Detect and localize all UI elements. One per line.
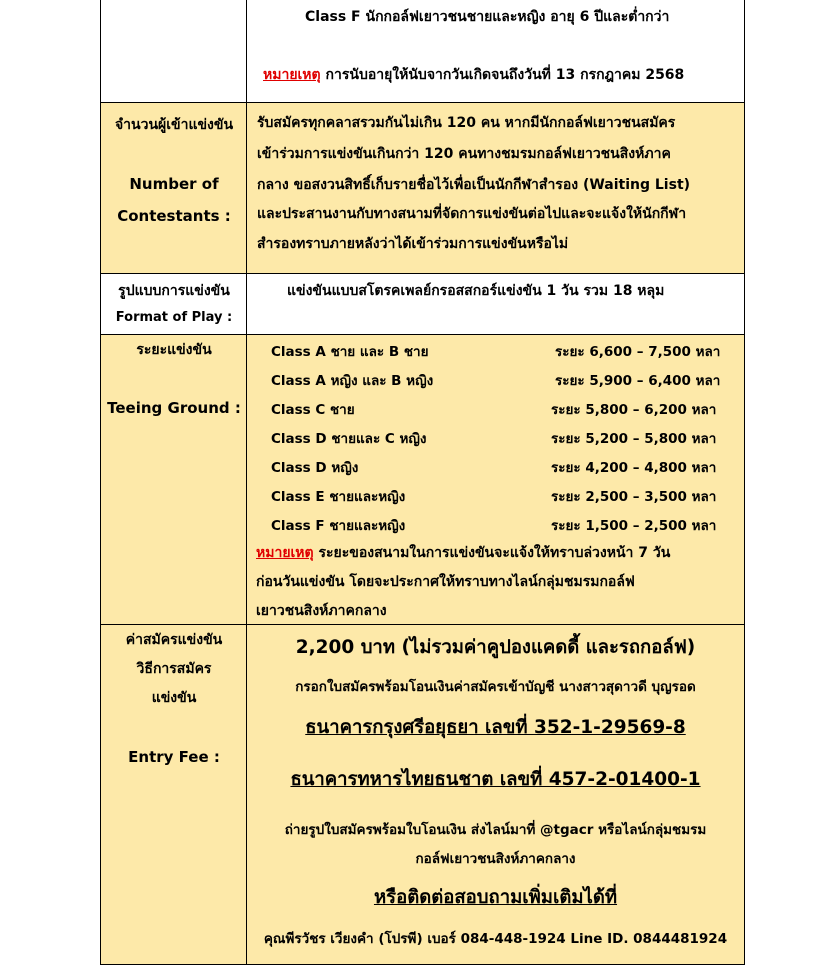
format-label-th: รูปแบบการแข่งขัน (118, 283, 230, 299)
teeing-class-7: Class F ชายและหญิง (271, 518, 406, 534)
contact-info: คุณพีรวัชร เวียงคำ (โปรพี) เบอร์ 084-448-1924 Line ID. 0844481924 (263, 931, 728, 947)
details-table (100, 0, 745, 965)
fee-label-th-2: วิธีการสมัคร (136, 661, 212, 677)
teeing-label-cell (101, 335, 247, 624)
contestants-line-3: กลาง ขอสงวนสิทธิ์เก็บรายชื่อไว้เพื่อเป็นนักกีฬาสำรอง (Waiting List) (257, 177, 691, 193)
teeing-dist-4: ระยะ 5,200 – 5,800 หลา (551, 431, 717, 447)
row-contestants (101, 103, 744, 274)
contestants-line-2: เข้าร่วมการแข่งขันเกินกว่า 120 คนทางชมรมกอล์ฟเยาวชนสิงห์ภาค (257, 146, 671, 162)
send-line-2: กอล์ฟเยาวชนสิงห์ภาคกลาง (415, 851, 576, 867)
format-label-en: Format of Play : (115, 310, 233, 325)
fee-label-th-3: แข่งขัน (151, 690, 197, 706)
contestants-label-en-2: Contestants : (117, 207, 231, 225)
teeing-class-6: Class E ชายและหญิง (271, 489, 406, 505)
teeing-note-label: หมายเหตุ (256, 545, 314, 561)
note-text: การนับอายุให้นับจากวันเกิดจนถึงวันที่ 13 กรกฎาคม 2568 (320, 67, 685, 83)
format-content-cell (247, 274, 744, 334)
teeing-dist-6: ระยะ 2,500 – 3,500 หลา (551, 489, 717, 505)
format-text: แข่งขันแบบสโตรคเพลย์กรอสสกอร์แข่งขัน 1 วัน รวม 18 หลุม (287, 283, 665, 299)
row-class-f-content-cell (247, 0, 744, 102)
teeing-label-th: ระยะแข่งขัน (136, 342, 212, 358)
fee-content-cell (247, 625, 744, 964)
format-label-cell (101, 274, 247, 334)
teeing-note-line-3: เยาวชนสิงห์ภาคกลาง (256, 603, 387, 619)
bank-account-2: ธนาคารทหารไทยธนชาต เลขที่ 457-2-01400-1 (290, 769, 701, 790)
contestants-content-cell (247, 103, 744, 273)
teeing-content-cell (247, 335, 744, 624)
contestants-label-th: จำนวนผู้เข้าแข่งขัน (114, 117, 234, 133)
contestants-label-en-1: Number of (129, 175, 219, 193)
teeing-dist-7: ระยะ 1,500 – 2,500 หลา (551, 518, 717, 534)
teeing-note-text: ระยะของสนามในการแข่งขันจะแจ้งให้ทราบล่วงหน้า 7 วัน (313, 545, 671, 561)
teeing-note-line-1 (256, 542, 670, 564)
teeing-dist-3: ระยะ 5,800 – 6,200 หลา (551, 402, 717, 418)
fee-label-th-1: ค่าสมัครแข่งขัน (125, 632, 223, 648)
fee-instruction: กรอกใบสมัครพร้อมโอนเงินค่าสมัครเข้าบัญชี นางสาวสุดาวดี บุญรอด (295, 679, 696, 695)
bank-account-1: ธนาคารกรุงศรีอยุธยา เลขที่ 352-1-29569-8 (305, 717, 686, 738)
teeing-class-4: Class D ชายและ C หญิง (271, 431, 427, 447)
contact-heading: หรือติดต่อสอบถามเพิ่มเติมได้ที่ (373, 887, 618, 908)
fee-label-cell (101, 625, 247, 964)
teeing-class-1: Class A ชาย และ B ชาย (271, 344, 429, 360)
row-class-f-label-cell (101, 0, 247, 102)
contestants-label-cell (101, 103, 247, 273)
teeing-label-en: Teeing Ground : (107, 399, 241, 417)
teeing-dist-5: ระยะ 4,200 – 4,800 หลา (551, 460, 717, 476)
send-line-1: ถ่ายรูปใบสมัครพร้อมใบโอนเงิน ส่งไลน์มาที่ @tgacr หรือไลน์กลุ่มชมรม (284, 822, 707, 838)
row-class-f (101, 0, 744, 103)
fee-label-en: Entry Fee : (128, 748, 220, 766)
teeing-class-3: Class C ชาย (271, 402, 355, 418)
fee-amount: 2,200 บาท (ไม่รวมค่าคูปองแคดดี้ และรถกอล์ฟ) (295, 637, 696, 658)
row-teeing (101, 335, 744, 625)
class-f-note (263, 64, 684, 86)
teeing-dist-1: ระยะ 6,600 – 7,500 หลา (555, 344, 721, 360)
row-fee (101, 625, 744, 965)
teeing-class-5: Class D หญิง (271, 460, 359, 476)
teeing-note-line-2: ก่อนวันแข่งขัน โดยจะประกาศให้ทราบทางไลน์กลุ่มชมรมกอล์ฟ (256, 574, 635, 590)
teeing-class-2: Class A หญิง และ B หญิง (271, 373, 434, 389)
contestants-line-1: รับสมัครทุกคลาสรวมกันไม่เกิน 120 คน หากมีนักกอล์ฟเยาวชนสมัคร (257, 115, 676, 131)
note-label: หมายเหตุ (263, 67, 321, 83)
contestants-line-4: และประสานงานกับทางสนามที่จัดการแข่งขันต่อไปและจะแจ้งให้นักกีฬา (257, 206, 687, 222)
row-format (101, 274, 744, 335)
teeing-dist-2: ระยะ 5,900 – 6,400 หลา (555, 373, 721, 389)
contestants-line-5: สำรองทราบภายหลังว่าได้เข้าร่วมการแข่งขันหรือไม่ (257, 236, 569, 252)
class-f-line: Class F นักกอล์ฟเยาวชนชายและหญิง อายุ 6 ปีและต่ำกว่า (305, 9, 670, 25)
